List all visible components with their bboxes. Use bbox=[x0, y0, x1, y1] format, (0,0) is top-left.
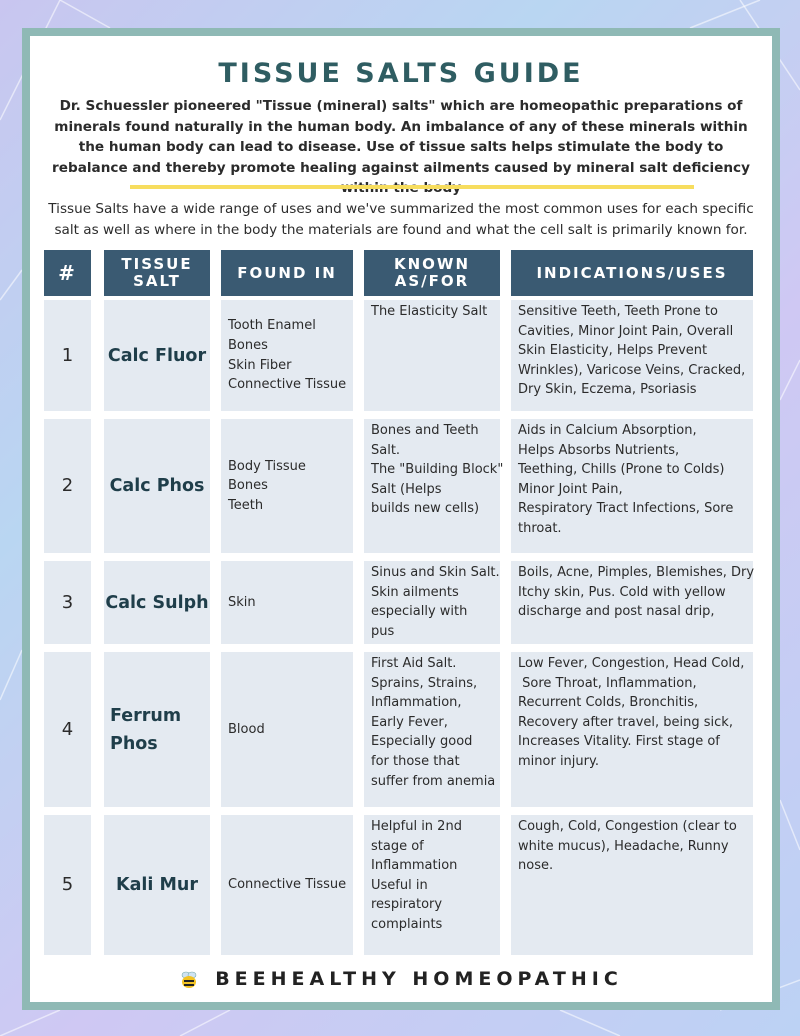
cell-line: Sore Throat, Inflammation, bbox=[518, 675, 697, 691]
salt-name-text: Ferrum Phos bbox=[110, 705, 182, 754]
cell-line: Bones bbox=[228, 337, 268, 353]
cell-line: Skin ailments bbox=[371, 584, 459, 600]
cell-line: Itchy skin, Pus. Cold with yellow bbox=[518, 584, 726, 600]
cell-line: Sensitive Teeth, Teeth Prone to bbox=[518, 304, 718, 319]
found-in-cell bbox=[221, 561, 353, 644]
salt-name bbox=[104, 419, 210, 553]
cell-line: Cough, Cold, Congestion (clear to bbox=[518, 819, 737, 834]
found-in-cell bbox=[221, 652, 353, 807]
cell-line: Helps Absorbs Nutrients, bbox=[518, 442, 680, 458]
cell-line: especially with bbox=[371, 604, 468, 620]
salt-name bbox=[104, 652, 210, 807]
row-number-text: 2 bbox=[61, 475, 74, 497]
cell-line: complaints bbox=[371, 916, 443, 932]
salt-name-text: Calc Phos bbox=[109, 476, 205, 496]
cell-line: builds new cells) bbox=[371, 501, 480, 517]
salt-name-text: Calc Fluor bbox=[107, 345, 207, 366]
salt-name-text: Kali Mur bbox=[116, 875, 198, 895]
known-as-cell bbox=[364, 815, 500, 955]
row-number-text: 1 bbox=[61, 344, 74, 366]
cell-line: Early Fever, bbox=[371, 714, 448, 730]
found-in-cell bbox=[221, 300, 353, 411]
summary-paragraph: Tissue Salts have a wide range of uses and we've summarized the most common uses for each specific salt as well as where in the body the materials are found and what the cell salt is primarily known for. bbox=[48, 201, 754, 238]
footer-brand bbox=[30, 968, 772, 990]
cell-line: First Aid Salt. bbox=[371, 656, 457, 671]
cell-line: Teeth bbox=[228, 497, 264, 513]
known-as-cell bbox=[364, 652, 500, 807]
known-as-cell bbox=[364, 419, 504, 553]
cell-line: Connective Tissue bbox=[228, 377, 347, 393]
cell-line: Low Fever, Congestion, Head Cold, bbox=[518, 656, 745, 671]
found-in-cell bbox=[221, 815, 353, 955]
row-number bbox=[44, 652, 91, 807]
cell-line: Cavities, Minor Joint Pain, Overall bbox=[518, 323, 734, 339]
cell-line: Especially good bbox=[371, 734, 473, 750]
cell-line: Dry Skin, Eczema, Psoriasis bbox=[518, 382, 697, 398]
cell-line: Inflammation, bbox=[371, 695, 462, 711]
cell-line: nose. bbox=[518, 858, 554, 874]
cell-line: for those that bbox=[371, 753, 460, 769]
intro-paragraph: Dr. Schuessler pioneered "Tissue (mineral) salts" which are homeopathic preparations of minerals found naturally in the human body. An imbalance of any of these minerals within the human body can lead to disease. Use of tissue salts helps stimulate the body to rebalance and thereby promote healing against ailments caused by mineral salt deficiency bbox=[52, 98, 750, 176]
known-as-cell bbox=[364, 561, 500, 644]
page-title: TISSUE SALTS GUIDE bbox=[218, 58, 584, 89]
footer-text: BEEHEALTHY HOMEOPATHIC bbox=[215, 968, 623, 990]
header-known-as: KNOWN AS/FOR bbox=[364, 250, 500, 296]
cell-line: suffer from anemia bbox=[371, 773, 496, 789]
cell-line: Body Tissue bbox=[228, 458, 306, 474]
bee-icon bbox=[179, 970, 199, 990]
cell-line: Boils, Acne, Pimples, Blemishes, Dry bbox=[518, 565, 755, 580]
cell-line: Inflammation bbox=[371, 858, 458, 874]
guide-card bbox=[22, 28, 780, 1010]
header-tissue-salt: TISSUE SALT bbox=[104, 250, 210, 296]
cell-line: minor injury. bbox=[518, 753, 599, 769]
indications-cell bbox=[511, 419, 753, 553]
salt-name bbox=[104, 300, 210, 411]
cell-line: Bones bbox=[228, 478, 268, 494]
cell-line: Salt. bbox=[371, 442, 401, 458]
cell-line: Sprains, Strains, bbox=[371, 675, 478, 691]
cell-line: Recovery after travel, being sick, bbox=[518, 714, 733, 730]
header-found-in: FOUND IN bbox=[221, 250, 353, 296]
row-number-text: 3 bbox=[61, 591, 74, 613]
cell-line: Blood bbox=[228, 721, 265, 737]
cell-line: white mucus), Headache, Runny bbox=[518, 838, 729, 854]
cell-line: Teething, Chills (Prone to Colds) bbox=[518, 462, 725, 478]
row-number bbox=[44, 300, 91, 411]
cell-line: The Elasticity Salt bbox=[371, 304, 488, 319]
row-number-text: 4 bbox=[61, 718, 74, 740]
salt-name bbox=[104, 561, 210, 644]
row-number bbox=[44, 419, 91, 553]
known-as-cell bbox=[364, 300, 500, 411]
row-number bbox=[44, 815, 91, 955]
cell-line: Bones and Teeth bbox=[371, 423, 479, 438]
salt-name-text: Calc Sulph bbox=[105, 592, 209, 613]
cell-line: Recurrent Colds, Bronchitis, bbox=[518, 695, 699, 711]
cell-line: Minor Joint Pain, bbox=[518, 481, 623, 497]
cell-line: respiratory bbox=[371, 897, 443, 913]
indications-cell bbox=[511, 815, 753, 955]
cell-line: throat. bbox=[518, 520, 562, 536]
cell-line: Connective Tissue bbox=[228, 877, 347, 893]
found-in-cell bbox=[221, 419, 353, 553]
cell-line: Useful in bbox=[371, 877, 428, 893]
cell-line: Skin Fiber bbox=[228, 357, 292, 373]
yellow-divider bbox=[130, 185, 694, 189]
cell-line: pus bbox=[371, 623, 395, 639]
row-number-text: 5 bbox=[61, 874, 74, 896]
cell-line: Salt (Helps bbox=[371, 481, 442, 497]
cell-line: Skin bbox=[228, 594, 256, 610]
row-number bbox=[44, 561, 91, 644]
cell-line: Increases Vitality. First stage of bbox=[518, 734, 720, 750]
indications-cell bbox=[511, 300, 753, 411]
cell-line: stage of bbox=[371, 838, 424, 854]
header-indications: INDICATIONS/USES bbox=[511, 250, 753, 296]
cell-line: Skin Elasticity, Helps Prevent bbox=[518, 343, 708, 359]
cell-line: Tooth Enamel bbox=[228, 318, 316, 334]
cell-line: Helpful in 2nd bbox=[371, 819, 462, 834]
indications-cell bbox=[511, 561, 753, 644]
header-number: # bbox=[44, 250, 91, 296]
salt-name bbox=[104, 815, 210, 955]
cell-line: Sinus and Skin Salt. bbox=[371, 565, 500, 580]
cell-line: Wrinkles), Varicose Veins, Cracked, bbox=[518, 362, 746, 378]
cell-line: Respiratory Tract Infections, Sore bbox=[518, 501, 734, 517]
indications-cell bbox=[511, 652, 753, 807]
cell-line: discharge and post nasal drip, bbox=[518, 604, 715, 620]
cell-line: The "Building Block" bbox=[371, 462, 504, 478]
cell-line: Aids in Calcium Absorption, bbox=[518, 423, 697, 438]
